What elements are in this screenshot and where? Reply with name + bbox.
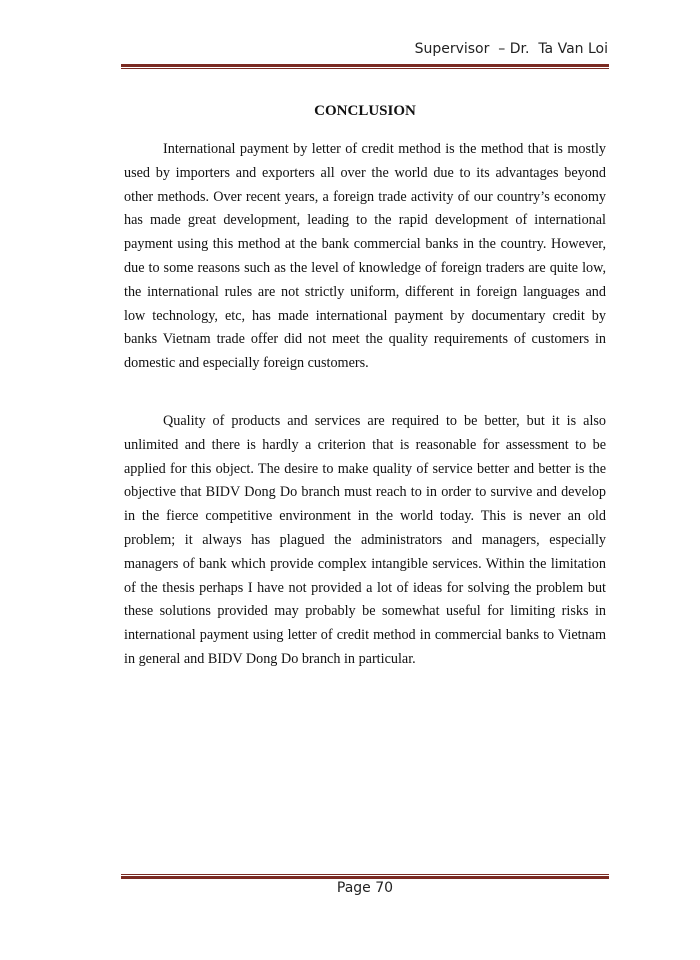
- page-number: Page 70: [336, 880, 394, 896]
- page-title: CONCLUSION: [314, 103, 416, 119]
- paragraph-2: Quality of products and services are required to be better, but it is also unlimited and there is hardly a criterion that is reasonable for assessment to be applied for this object. The desire to make quality of service better and better is the objective that BIDV Dong Do branch must reach to in order to survive and develop in the fierce competitive environment in the world today. This is never an old problem; it always has plagued the administrators and managers, especially managers of bank which provide complex intangible services. Within the limitation of the thesis perhaps I have not provided a lot of ideas for solving the problem but these solutions provided may probably be somewhat useful for limiting risks in international payment using letter of credit method in commercial banks to Vietnam in general and BIDV Dong Do branch in particular.: [124, 413, 606, 667]
- footer-divider: [121, 874, 609, 879]
- paragraph-1: International payment by letter of credit method is the method that is mostly used by importers and exporters all over the world due to its advantages beyond other methods. Over recent years, a foreign trade activity of our country’s economy has made great development, leading to the rapid development of international payment using this method at the bank commercial banks in the country. However, due to some reasons such as the level of knowledge of foreign traders are quite low, the international rules are not strictly uniform, different in foreign languages and low technology, etc, has made international payment by documentary credit by banks Vietnam trade offer did not meet the quality requirements of customers in domestic and especially foreign customers.: [124, 141, 606, 372]
- running-header: Supervisor – Dr. Ta Van Loi: [414, 41, 608, 57]
- header-divider: [121, 64, 609, 69]
